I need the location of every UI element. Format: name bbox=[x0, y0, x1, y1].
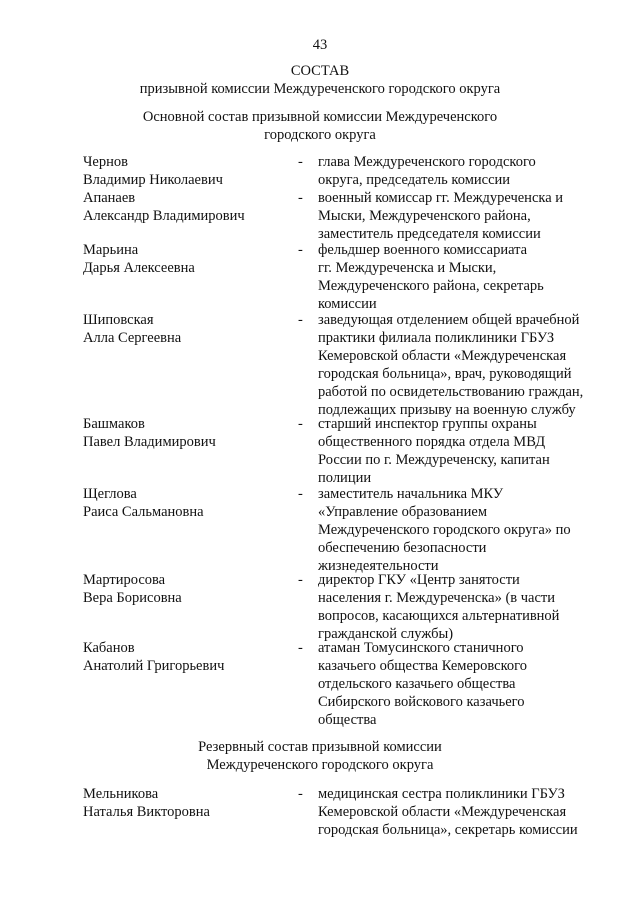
member-name bbox=[83, 639, 224, 675]
member-surname: Мартиросова bbox=[83, 572, 166, 588]
member-name bbox=[83, 241, 195, 277]
member-role-description bbox=[318, 485, 598, 575]
member-role-line: Междуреченского района, секретарь bbox=[318, 278, 544, 294]
member-name bbox=[83, 415, 216, 451]
member-role-line: округа, председатель комиссии bbox=[318, 172, 511, 188]
member-role-line: военный комиссар гг. Междуреченска и bbox=[318, 190, 564, 206]
member-role-line: практики филиала поликлиники ГБУЗ bbox=[318, 330, 555, 346]
member-role-description bbox=[318, 785, 598, 839]
member-role-line: городская больница», секретарь комиссии bbox=[318, 822, 578, 838]
member-role-line: заместитель председателя комиссии bbox=[318, 226, 541, 242]
member-dash: - bbox=[298, 416, 303, 432]
member-role-line: комиссии bbox=[318, 296, 377, 312]
member-role-line: старший инспектор группы охраны bbox=[318, 416, 537, 432]
member-dash: - bbox=[298, 154, 303, 170]
member-name bbox=[83, 485, 204, 521]
member-role-line: заведующая отделением общей врачебной bbox=[318, 312, 580, 328]
member-name bbox=[83, 785, 210, 821]
member-role-description bbox=[318, 311, 598, 419]
member-role-line: фельдшер военного комиссариата bbox=[318, 242, 528, 258]
member-given-names: Владимир Николаевич bbox=[83, 172, 223, 188]
reserve-section-heading-line2: Междуреченского городского округа bbox=[206, 757, 434, 773]
member-role-line: Кемеровской области «Междуреченская bbox=[318, 804, 567, 820]
main-section-heading-line2: городского округа bbox=[264, 127, 376, 143]
member-given-names: Павел Владимирович bbox=[83, 434, 216, 450]
member-role-line: работой по освидетельствованию граждан, bbox=[318, 384, 584, 400]
main-section-heading-line1: Основной состав призывной комиссии Междуреченского bbox=[142, 109, 498, 125]
member-given-names: Вера Борисовна bbox=[83, 590, 182, 606]
member-surname: Щеглова bbox=[83, 486, 137, 502]
member-name bbox=[83, 571, 182, 607]
member-role-description bbox=[318, 639, 598, 729]
document-title: СОСТАВ bbox=[290, 63, 350, 79]
member-role-line: жизнедеятельности bbox=[318, 558, 439, 574]
member-role-line: России по г. Междуреченску, капитан bbox=[318, 452, 550, 468]
member-role-line: Сибирского войскового казачьего bbox=[318, 694, 525, 710]
member-given-names: Алла Сергеевна bbox=[83, 330, 182, 346]
page-number: 43 bbox=[312, 37, 328, 53]
member-dash: - bbox=[298, 242, 303, 258]
member-surname: Мельникова bbox=[83, 786, 159, 802]
member-role-line: вопросов, касающихся альтернативной bbox=[318, 608, 560, 624]
member-surname: Марьина bbox=[83, 242, 139, 258]
member-role-description bbox=[318, 153, 598, 189]
member-given-names: Александр Владимирович bbox=[83, 208, 245, 224]
member-role-line: гг. Междуреченска и Мыски, bbox=[318, 260, 497, 276]
member-name bbox=[83, 189, 245, 225]
member-name bbox=[83, 311, 181, 347]
member-dash: - bbox=[298, 312, 303, 328]
member-surname: Шиповская bbox=[83, 312, 154, 328]
member-role-line: городская больница», врач, руководящий bbox=[318, 366, 572, 382]
member-role-line: полиции bbox=[318, 470, 372, 486]
member-role-line: заместитель начальника МКУ bbox=[318, 486, 504, 502]
member-dash: - bbox=[298, 640, 303, 656]
member-role-line: Кемеровской области «Междуреченская bbox=[318, 348, 567, 364]
member-given-names: Дарья Алексеевна bbox=[83, 260, 195, 276]
member-role-description bbox=[318, 571, 598, 643]
member-given-names: Раиса Сальмановна bbox=[83, 504, 204, 520]
member-role-line: обеспечению безопасности bbox=[318, 540, 487, 556]
member-dash: - bbox=[298, 572, 303, 588]
member-role-line: Мыски, Междуреченского района, bbox=[318, 208, 531, 224]
member-role-line: казачьего общества Кемеровского bbox=[318, 658, 527, 674]
member-dash: - bbox=[298, 190, 303, 206]
member-role-description bbox=[318, 189, 598, 243]
member-role-line: «Управление образованием bbox=[318, 504, 488, 520]
reserve-section-heading-line1: Резервный состав призывной комиссии bbox=[198, 739, 442, 755]
member-dash: - bbox=[298, 486, 303, 502]
member-role-line: населения г. Междуреченска» (в части bbox=[318, 590, 556, 606]
member-role-line: общества bbox=[318, 712, 377, 728]
document-subtitle: призывной комиссии Междуреченского городского округа bbox=[139, 81, 501, 97]
member-role-description bbox=[318, 415, 598, 487]
member-given-names: Анатолий Григорьевич bbox=[83, 658, 225, 674]
member-role-description bbox=[318, 241, 598, 313]
member-role-line: директор ГКУ «Центр занятости bbox=[318, 572, 520, 588]
member-role-line: медицинская сестра поликлиники ГБУЗ bbox=[318, 786, 565, 802]
member-role-line: отдельского казачьего общества bbox=[318, 676, 516, 692]
member-role-line: Междуреченского городского округа» по bbox=[318, 522, 571, 538]
member-given-names: Наталья Викторовна bbox=[83, 804, 210, 820]
member-surname: Башмаков bbox=[83, 416, 145, 432]
member-role-line: атаман Томусинского станичного bbox=[318, 640, 524, 656]
member-surname: Кабанов bbox=[83, 640, 135, 656]
member-role-line: подлежащих призыву на военную службу bbox=[318, 402, 576, 418]
member-role-line: общественного порядка отдела МВД bbox=[318, 434, 546, 450]
member-name bbox=[83, 153, 223, 189]
member-role-line: гражданской службы) bbox=[318, 626, 454, 642]
member-surname: Чернов bbox=[83, 154, 128, 170]
member-surname: Апанаев bbox=[83, 190, 136, 206]
member-role-line: глава Междуреченского городского bbox=[318, 154, 536, 170]
member-dash: - bbox=[298, 786, 303, 802]
